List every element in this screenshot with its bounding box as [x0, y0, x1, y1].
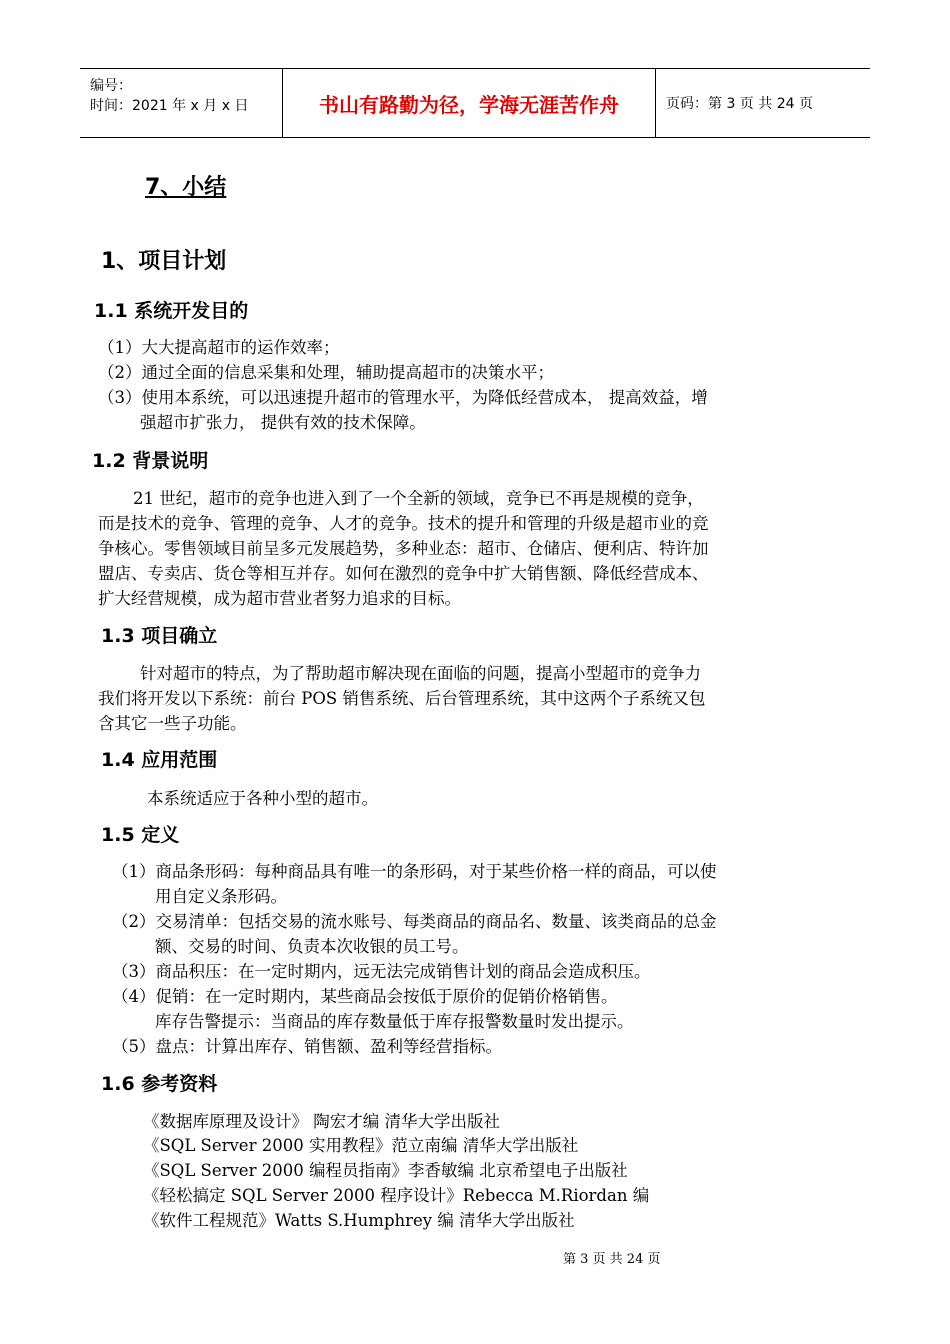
- header-info-cell: [80, 69, 283, 137]
- definition-item: （4）促销：在一定时期内，某些商品会按低于原价的促销价格销售。: [112, 987, 618, 1006]
- paragraph-line: 针对超市的特点，为了帮助超市解决现在面临的问题，提高小型超市的竞争力: [140, 664, 701, 683]
- definition-item: （1）商品条形码：每种商品具有唯一的条形码，对于某些价格一样的商品，可以使: [112, 862, 717, 881]
- page-header: [80, 68, 870, 138]
- page-footer: 第 3 页 共 24 页: [563, 1252, 661, 1267]
- definition-continuation: 额、交易的时间、负责本次收银的员工号。: [155, 937, 469, 956]
- header-motto: 书山有路勤为径，学海无涯苦作舟: [283, 69, 656, 137]
- section-title: 1、项目计划: [101, 249, 227, 274]
- header-number: 编号：: [90, 78, 132, 94]
- reference-item: 《SQL Server 2000 实用教程》范立南编 清华大学出版社: [143, 1136, 579, 1155]
- list-item-continuation: 强超市扩张力， 提供有效的技术保障。: [140, 413, 426, 432]
- header-page-info: 页码：第 3 页 共 24 页: [666, 96, 813, 112]
- heading-1-3: 1.3 项目确立: [101, 625, 218, 647]
- heading-1-4: 1.4 应用范围: [101, 749, 218, 771]
- paragraph-line: 盟店、专卖店、货仓等相互并存。如何在激烈的竞争中扩大销售额、降低经营成本、: [98, 564, 709, 583]
- paragraph-line: 21 世纪，超市的竞争也进入到了一个全新的领域，竞争已不再是规模的竞争，: [133, 489, 704, 508]
- header-date: 时间：2021 年 x 月 x 日: [90, 98, 249, 114]
- heading-1-5: 1.5 定义: [101, 824, 180, 846]
- list-item: （1）大大提高超市的运作效率；: [98, 338, 340, 357]
- paragraph-line: 本系统适应于各种小型的超市。: [147, 789, 378, 808]
- paragraph-line: 我们将开发以下系统：前台 POS 销售系统、后台管理系统，其中这两个子系统又包: [98, 689, 706, 708]
- toc-item-summary: 7、小结: [145, 175, 227, 200]
- reference-item: 《软件工程规范》Watts S.Humphrey 编 清华大学出版社: [143, 1211, 575, 1230]
- definition-item: （2）交易清单：包括交易的流水账号、每类商品的商品名、数量、该类商品的总金: [112, 912, 717, 931]
- definition-continuation: 用自定义条形码。: [155, 887, 287, 906]
- list-item: （3）使用本系统，可以迅速提升超市的管理水平，为降低经营成本， 提高效益，增: [98, 388, 708, 407]
- paragraph-line: 而是技术的竞争、管理的竞争、人才的竞争。技术的提升和管理的升级是超市业的竞: [98, 514, 709, 533]
- paragraph-line: 争核心。零售领域目前呈多元发展趋势，多种业态：超市、仓储店、便利店、特许加: [98, 539, 709, 558]
- heading-1-6: 1.6 参考资料: [101, 1073, 218, 1095]
- definition-item: （3）商品积压：在一定时期内，远无法完成销售计划的商品会造成积压。: [112, 962, 651, 981]
- heading-1-2: 1.2 背景说明: [92, 450, 209, 472]
- reference-item: 《数据库原理及设计》 陶宏才编 清华大学出版社: [143, 1112, 500, 1131]
- list-item: （2）通过全面的信息采集和处理，辅助提高超市的决策水平；: [98, 363, 554, 382]
- reference-item: 《轻松搞定 SQL Server 2000 程序设计》Rebecca M.Riordan 编: [143, 1186, 650, 1205]
- definition-item: （5）盘点：计算出库存、销售额、盈利等经营指标。: [112, 1037, 502, 1056]
- definition-continuation: 库存告警提示：当商品的库存数量低于库存报警数量时发出提示。: [155, 1012, 634, 1031]
- reference-item: 《SQL Server 2000 编程员指南》李香敏编 北京希望电子出版社: [143, 1161, 628, 1180]
- heading-1-1: 1.1 系统开发目的: [94, 300, 249, 322]
- paragraph-line: 扩大经营规模，成为超市营业者努力追求的目标。: [98, 589, 461, 608]
- paragraph-line: 含其它一些子功能。: [98, 714, 247, 733]
